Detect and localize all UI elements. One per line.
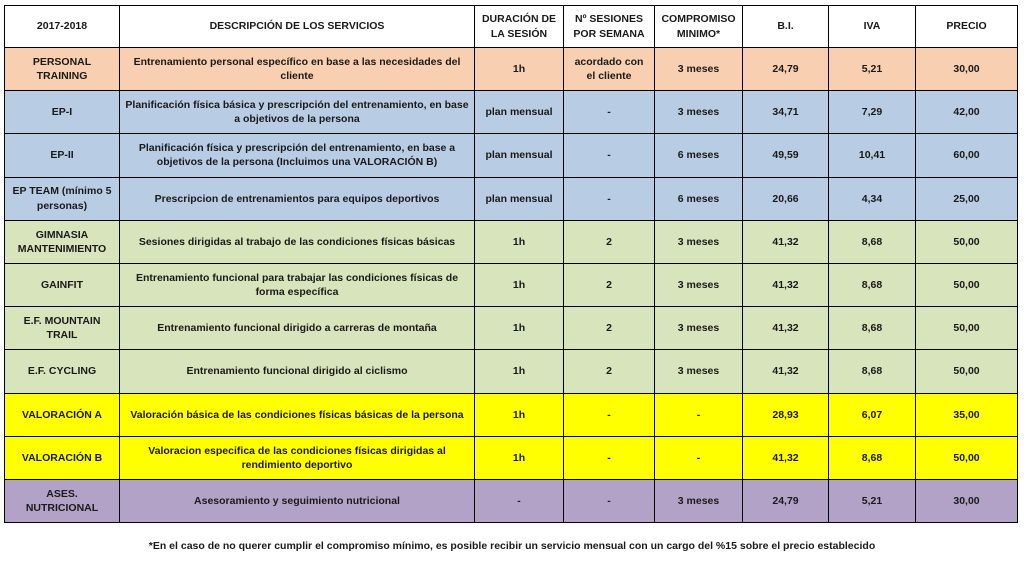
session-duration-cell: 1h (475, 350, 564, 393)
service-name-cell: ASES. NUTRICIONAL (5, 479, 120, 522)
vat-cell: 4,34 (829, 177, 916, 220)
header-price: PRECIO (916, 6, 1018, 48)
minimum-commitment-cell: 3 meses (655, 220, 743, 263)
price-table (4, 5, 1018, 523)
service-description-cell: Valoracion especifica de las condiciones físicas dirigidas al rendimiento deportivo (120, 436, 475, 479)
minimum-commitment-cell: 6 meses (655, 134, 743, 177)
session-duration-cell: plan mensual (475, 91, 564, 134)
service-description-cell: Valoración básica de las condiciones físicas básicas de la persona (120, 393, 475, 436)
sessions-per-week-cell: - (564, 393, 655, 436)
base-amount-cell: 41,32 (743, 350, 829, 393)
vat-cell: 5,21 (829, 48, 916, 91)
table-row (5, 177, 1018, 220)
minimum-commitment-cell: 3 meses (655, 307, 743, 350)
header-base-amount: B.I. (743, 6, 829, 48)
header-sessions: Nº SESIONES POR SEMANA (564, 6, 655, 48)
vat-cell: 8,68 (829, 307, 916, 350)
price-cell: 50,00 (916, 263, 1018, 306)
table-row (5, 220, 1018, 263)
service-description-cell: Entrenamiento funcional para trabajar las condiciones físicas de forma específica (120, 263, 475, 306)
sessions-per-week-cell: - (564, 177, 655, 220)
header-row (5, 6, 1018, 48)
service-name-cell: EP-II (5, 134, 120, 177)
session-duration-cell: plan mensual (475, 177, 564, 220)
minimum-commitment-cell: 3 meses (655, 48, 743, 91)
minimum-commitment-cell: - (655, 436, 743, 479)
sessions-per-week-cell: 2 (564, 350, 655, 393)
price-cell: 50,00 (916, 436, 1018, 479)
base-amount-cell: 28,93 (743, 393, 829, 436)
minimum-commitment-cell: 3 meses (655, 91, 743, 134)
minimum-commitment-cell: 3 meses (655, 263, 743, 306)
price-cell: 50,00 (916, 220, 1018, 263)
base-amount-cell: 24,79 (743, 48, 829, 91)
price-cell: 60,00 (916, 134, 1018, 177)
base-amount-cell: 34,71 (743, 91, 829, 134)
service-name-cell: EP-I (5, 91, 120, 134)
service-description-cell: Entrenamiento funcional dirigido a carreras de montaña (120, 307, 475, 350)
vat-cell: 6,07 (829, 393, 916, 436)
price-cell: 25,00 (916, 177, 1018, 220)
service-name-cell: E.F. CYCLING (5, 350, 120, 393)
price-cell: 30,00 (916, 479, 1018, 522)
price-cell: 50,00 (916, 350, 1018, 393)
service-description-cell: Sesiones dirigidas al trabajo de las condiciones físicas básicas (120, 220, 475, 263)
price-cell: 35,00 (916, 393, 1018, 436)
table-row (5, 307, 1018, 350)
session-duration-cell: 1h (475, 220, 564, 263)
table-row (5, 263, 1018, 306)
price-cell: 42,00 (916, 91, 1018, 134)
table-row (5, 350, 1018, 393)
base-amount-cell: 41,32 (743, 220, 829, 263)
table-row (5, 91, 1018, 134)
service-name-cell: E.F. MOUNTAIN TRAIL (5, 307, 120, 350)
session-duration-cell: - (475, 479, 564, 522)
sessions-per-week-cell: - (564, 479, 655, 522)
service-name-cell: VALORACIÓN A (5, 393, 120, 436)
footnote: *En el caso de no querer cumplir el compromiso mínimo, es posible recibir un servicio mensual con un cargo del %15 sobre el precio establecido (148, 540, 876, 552)
vat-cell: 8,68 (829, 436, 916, 479)
sessions-per-week-cell: - (564, 436, 655, 479)
vat-cell: 8,68 (829, 350, 916, 393)
service-name-cell: EP TEAM (mínimo 5 personas) (5, 177, 120, 220)
sessions-per-week-cell: - (564, 134, 655, 177)
table-row (5, 479, 1018, 522)
base-amount-cell: 41,32 (743, 263, 829, 306)
session-duration-cell: 1h (475, 436, 564, 479)
vat-cell: 8,68 (829, 263, 916, 306)
service-description-cell: Entrenamiento funcional dirigido al ciclismo (120, 350, 475, 393)
header-duration: DURACIÓN DE LA SESIÓN (475, 6, 564, 48)
service-name-cell: PERSONAL TRAINING (5, 48, 120, 91)
vat-cell: 7,29 (829, 91, 916, 134)
service-name-cell: VALORACIÓN B (5, 436, 120, 479)
service-description-cell: Asesoramiento y seguimiento nutricional (120, 479, 475, 522)
base-amount-cell: 41,32 (743, 436, 829, 479)
sessions-per-week-cell: 2 (564, 220, 655, 263)
minimum-commitment-cell: - (655, 393, 743, 436)
vat-cell: 5,21 (829, 479, 916, 522)
header-season: 2017-2018 (5, 6, 120, 48)
sessions-per-week-cell: 2 (564, 263, 655, 306)
table-row (5, 436, 1018, 479)
table-row (5, 134, 1018, 177)
price-cell: 50,00 (916, 307, 1018, 350)
vat-cell: 8,68 (829, 220, 916, 263)
base-amount-cell: 24,79 (743, 479, 829, 522)
vat-cell: 10,41 (829, 134, 916, 177)
sessions-per-week-cell: acordado con el cliente (564, 48, 655, 91)
sessions-per-week-cell: 2 (564, 307, 655, 350)
service-name-cell: GIMNASIA MANTENIMIENTO (5, 220, 120, 263)
session-duration-cell: 1h (475, 48, 564, 91)
minimum-commitment-cell: 3 meses (655, 479, 743, 522)
base-amount-cell: 49,59 (743, 134, 829, 177)
header-description: DESCRIPCIÓN DE LOS SERVICIOS (120, 6, 475, 48)
service-description-cell: Prescripcion de entrenamientos para equipos deportivos (120, 177, 475, 220)
table-row (5, 393, 1018, 436)
header-vat: IVA (829, 6, 916, 48)
session-duration-cell: 1h (475, 263, 564, 306)
session-duration-cell: plan mensual (475, 134, 564, 177)
header-commitment: COMPROMISO MINIMO* (655, 6, 743, 48)
service-description-cell: Planificación física básica y prescripción del entrenamiento, en base a objetivos de la persona (120, 91, 475, 134)
base-amount-cell: 20,66 (743, 177, 829, 220)
session-duration-cell: 1h (475, 307, 564, 350)
sessions-per-week-cell: - (564, 91, 655, 134)
minimum-commitment-cell: 6 meses (655, 177, 743, 220)
minimum-commitment-cell: 3 meses (655, 350, 743, 393)
session-duration-cell: 1h (475, 393, 564, 436)
service-name-cell: GAINFIT (5, 263, 120, 306)
table-row (5, 48, 1018, 91)
service-description-cell: Planificación física y prescripción del entrenamiento, en base a objetivos de la persona (Incluimos una VALORACIÓN B) (120, 134, 475, 177)
service-description-cell: Entrenamiento personal específico en base a las necesidades del cliente (120, 48, 475, 91)
price-cell: 30,00 (916, 48, 1018, 91)
base-amount-cell: 41,32 (743, 307, 829, 350)
